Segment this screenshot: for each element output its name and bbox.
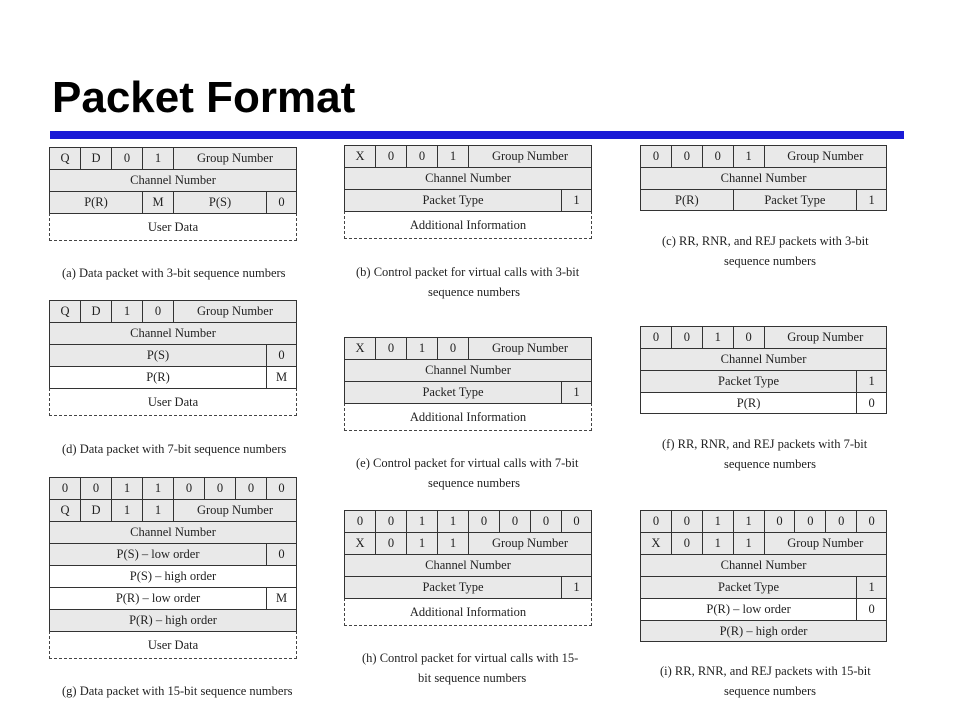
- packet-format-i: [640, 510, 887, 642]
- packet-field: 1: [733, 510, 764, 532]
- packet-row: [49, 565, 297, 587]
- packet-row: [49, 609, 297, 631]
- packet-field: Group Number: [173, 300, 297, 322]
- packet-field: 1: [702, 532, 733, 554]
- packet-field: Additional Information: [344, 403, 592, 431]
- packet-field: 1: [111, 300, 142, 322]
- packet-field: 0: [671, 326, 702, 348]
- packet-field: 0: [173, 477, 204, 499]
- packet-field: 1: [437, 145, 468, 167]
- packet-field: 1: [406, 337, 437, 359]
- packet-row: [344, 381, 592, 403]
- packet-field: P(S) – high order: [49, 565, 297, 587]
- packet-row: [344, 145, 592, 167]
- packet-caption-i: [660, 661, 871, 701]
- packet-row: [640, 392, 887, 414]
- packet-row: [640, 598, 887, 620]
- packet-field: 0: [794, 510, 825, 532]
- packet-field: 1: [856, 189, 887, 211]
- packet-row: [49, 499, 297, 521]
- packet-format-c: [640, 145, 887, 211]
- packet-row: [640, 167, 887, 189]
- packet-field: 1: [856, 370, 887, 392]
- title-underline: [50, 131, 904, 139]
- caption-line: (c) RR, RNR, and REJ packets with 3-bit: [662, 234, 869, 248]
- packet-field: 0: [49, 477, 80, 499]
- packet-field: Group Number: [468, 145, 592, 167]
- packet-field: 0: [671, 145, 702, 167]
- packet-field: 0: [80, 477, 111, 499]
- packet-field: 0: [671, 510, 702, 532]
- packet-field: 1: [437, 532, 468, 554]
- packet-field: 0: [856, 598, 887, 620]
- packet-field: 0: [142, 300, 173, 322]
- packet-field: Channel Number: [49, 169, 297, 191]
- packet-row: [640, 620, 887, 642]
- packet-row: [49, 587, 297, 609]
- packet-field: Channel Number: [344, 554, 592, 576]
- packet-field: P(R) – low order: [640, 598, 856, 620]
- packet-format-d: [49, 300, 297, 416]
- packet-row: [344, 403, 592, 431]
- packet-field: 1: [406, 510, 437, 532]
- packet-row: [49, 213, 297, 241]
- packet-field: Channel Number: [640, 554, 887, 576]
- packet-field: 0: [266, 477, 297, 499]
- packet-field: Group Number: [468, 337, 592, 359]
- packet-field: P(S) – low order: [49, 543, 266, 565]
- packet-field: Group Number: [764, 532, 888, 554]
- packet-row: [49, 147, 297, 169]
- packet-field: M: [142, 191, 173, 213]
- packet-field: 1: [733, 145, 764, 167]
- packet-field: 0: [764, 510, 795, 532]
- caption-line: (d) Data packet with 7-bit sequence numbers: [62, 442, 287, 456]
- caption-line: bit sequence numbers: [418, 671, 527, 685]
- packet-field: X: [640, 532, 671, 554]
- packet-caption-g: [62, 681, 292, 701]
- packet-field: 0: [825, 510, 856, 532]
- caption-line: sequence numbers: [724, 254, 816, 268]
- slide-title: Packet Format: [52, 73, 356, 122]
- packet-field: P(R) – low order: [49, 587, 266, 609]
- packet-field: 0: [266, 191, 297, 213]
- packet-row: [640, 348, 887, 370]
- packet-field: 0: [266, 543, 297, 565]
- packet-field: User Data: [49, 631, 297, 659]
- packet-field: D: [80, 300, 111, 322]
- packet-field: 0: [640, 145, 671, 167]
- packet-field: Group Number: [173, 499, 297, 521]
- packet-row: [49, 366, 297, 388]
- packet-caption-d: [62, 439, 286, 459]
- packet-row: [344, 167, 592, 189]
- packet-field: 1: [561, 189, 592, 211]
- packet-field: 0: [204, 477, 235, 499]
- packet-field: 0: [499, 510, 530, 532]
- packet-field: User Data: [49, 388, 297, 416]
- packet-field: M: [266, 366, 297, 388]
- packet-field: 1: [111, 499, 142, 521]
- caption-line: (h) Control packet for virtual calls with 15-: [362, 651, 579, 665]
- packet-row: [344, 359, 592, 381]
- caption-line: sequence numbers: [428, 285, 520, 299]
- packet-caption-h: [362, 648, 578, 688]
- packet-field: M: [266, 587, 297, 609]
- packet-field: X: [344, 532, 375, 554]
- packet-field: P(R) – high order: [640, 620, 887, 642]
- packet-field: 0: [437, 337, 468, 359]
- packet-row: [344, 576, 592, 598]
- packet-field: 1: [561, 576, 592, 598]
- packet-row: [640, 145, 887, 167]
- packet-field: 0: [375, 145, 406, 167]
- packet-field: P(R): [640, 189, 733, 211]
- packet-field: Q: [49, 499, 80, 521]
- packet-field: 1: [702, 510, 733, 532]
- packet-format-e: [344, 337, 592, 431]
- caption-line: (g) Data packet with 15-bit sequence numbers: [62, 684, 293, 698]
- packet-field: Q: [49, 300, 80, 322]
- packet-row: [49, 631, 297, 659]
- packet-field: 0: [266, 344, 297, 366]
- packet-field: Channel Number: [49, 521, 297, 543]
- packet-field: P(S): [49, 344, 266, 366]
- packet-row: [344, 211, 592, 239]
- packet-field: X: [344, 337, 375, 359]
- packet-format-f: [640, 326, 887, 414]
- packet-row: [640, 554, 887, 576]
- packet-field: Q: [49, 147, 80, 169]
- packet-format-b: [344, 145, 592, 239]
- packet-row: [344, 532, 592, 554]
- packet-format-g: [49, 477, 297, 659]
- packet-field: Additional Information: [344, 598, 592, 626]
- packet-field: Packet Type: [344, 576, 561, 598]
- packet-field: Additional Information: [344, 211, 592, 239]
- packet-field: 0: [406, 145, 437, 167]
- packet-field: 1: [856, 576, 887, 598]
- packet-field: P(R): [49, 191, 142, 213]
- packet-field: Packet Type: [640, 576, 856, 598]
- packet-field: 0: [640, 510, 671, 532]
- packet-field: 0: [375, 510, 406, 532]
- packet-field: 0: [702, 145, 733, 167]
- packet-field: 1: [142, 499, 173, 521]
- packet-row: [640, 326, 887, 348]
- packet-field: 1: [111, 477, 142, 499]
- packet-field: 0: [640, 326, 671, 348]
- packet-field: Channel Number: [640, 348, 887, 370]
- packet-caption-b: [356, 262, 579, 302]
- packet-field: User Data: [49, 213, 297, 241]
- packet-field: Group Number: [468, 532, 592, 554]
- packet-field: 0: [671, 532, 702, 554]
- packet-row: [640, 576, 887, 598]
- caption-line: (e) Control packet for virtual calls with 7-bit: [356, 456, 579, 470]
- packet-row: [344, 510, 592, 532]
- packet-field: Channel Number: [49, 322, 297, 344]
- packet-row: [640, 189, 887, 211]
- packet-field: P(R): [49, 366, 266, 388]
- caption-line: (f) RR, RNR, and REJ packets with 7-bit: [662, 437, 868, 451]
- packet-caption-e: [356, 453, 579, 493]
- packet-field: Packet Type: [344, 381, 561, 403]
- packet-field: 0: [733, 326, 764, 348]
- packet-field: P(R) – high order: [49, 609, 297, 631]
- packet-field: 0: [235, 477, 266, 499]
- packet-row: [49, 191, 297, 213]
- packet-field: X: [344, 145, 375, 167]
- packet-field: Group Number: [173, 147, 297, 169]
- packet-format-a: [49, 147, 297, 241]
- packet-field: 1: [437, 510, 468, 532]
- packet-field: P(R): [640, 392, 856, 414]
- packet-row: [49, 169, 297, 191]
- packet-row: [49, 477, 297, 499]
- packet-row: [344, 337, 592, 359]
- packet-field: 0: [561, 510, 592, 532]
- packet-row: [49, 388, 297, 416]
- packet-field: 0: [375, 337, 406, 359]
- packet-field: Packet Type: [733, 189, 857, 211]
- packet-field: Group Number: [764, 145, 888, 167]
- caption-line: (a) Data packet with 3-bit sequence numbers: [62, 266, 286, 280]
- packet-field: Packet Type: [640, 370, 856, 392]
- packet-field: 0: [344, 510, 375, 532]
- caption-line: sequence numbers: [724, 457, 816, 471]
- caption-line: (i) RR, RNR, and REJ packets with 15-bit: [660, 664, 871, 678]
- packet-row: [49, 543, 297, 565]
- packet-field: 1: [142, 477, 173, 499]
- packet-format-h: [344, 510, 592, 626]
- packet-field: 0: [856, 392, 887, 414]
- packet-field: 1: [702, 326, 733, 348]
- packet-field: 1: [561, 381, 592, 403]
- packet-field: 1: [406, 532, 437, 554]
- packet-field: P(S): [173, 191, 266, 213]
- packet-row: [640, 370, 887, 392]
- packet-row: [49, 300, 297, 322]
- packet-row: [49, 322, 297, 344]
- packet-field: Group Number: [764, 326, 888, 348]
- packet-caption-a: [62, 263, 286, 283]
- packet-field: Packet Type: [344, 189, 561, 211]
- packet-field: Channel Number: [344, 167, 592, 189]
- packet-row: [49, 521, 297, 543]
- caption-line: (b) Control packet for virtual calls with 3-bit: [356, 265, 580, 279]
- packet-row: [344, 598, 592, 626]
- packet-field: 0: [856, 510, 887, 532]
- packet-caption-f: [662, 434, 867, 474]
- caption-line: sequence numbers: [428, 476, 520, 490]
- packet-field: 0: [111, 147, 142, 169]
- packet-row: [640, 510, 887, 532]
- packet-field: D: [80, 499, 111, 521]
- packet-field: 0: [468, 510, 499, 532]
- packet-field: 1: [733, 532, 764, 554]
- packet-field: 1: [142, 147, 173, 169]
- packet-row: [640, 532, 887, 554]
- caption-line: sequence numbers: [724, 684, 816, 698]
- packet-field: Channel Number: [640, 167, 887, 189]
- packet-field: D: [80, 147, 111, 169]
- packet-caption-c: [662, 231, 869, 271]
- packet-field: 0: [530, 510, 561, 532]
- packet-row: [49, 344, 297, 366]
- packet-row: [344, 189, 592, 211]
- packet-field: Channel Number: [344, 359, 592, 381]
- packet-field: 0: [375, 532, 406, 554]
- packet-row: [344, 554, 592, 576]
